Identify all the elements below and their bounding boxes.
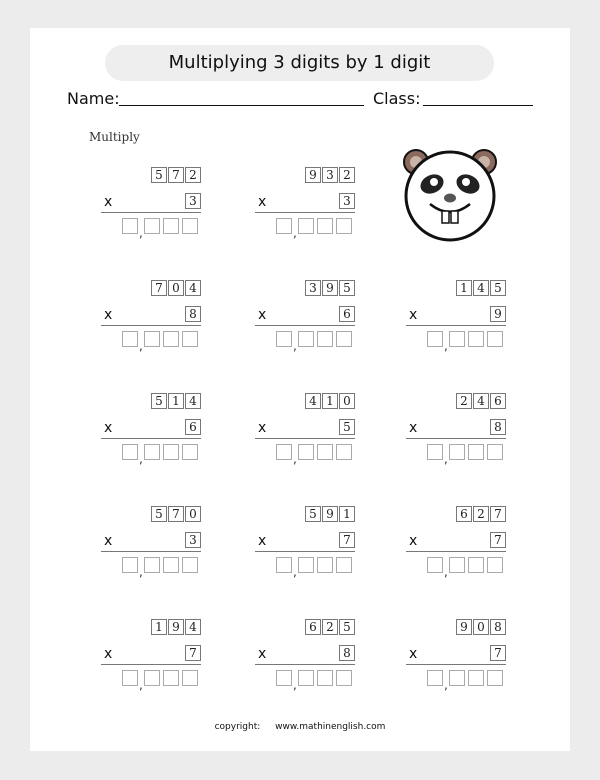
multiplicand-digit: 4	[185, 393, 201, 409]
thousands-separator: ,	[139, 452, 143, 466]
multiplier-digit: 3	[339, 193, 355, 209]
multiply-sign: x	[104, 194, 113, 210]
answer-box[interactable]	[276, 670, 292, 686]
problem-11	[396, 506, 506, 586]
multiplier-digit: 7	[490, 532, 506, 548]
multiplicand-digit: 0	[168, 280, 184, 296]
answer-box[interactable]	[276, 331, 292, 347]
multiplicand-digit: 1	[339, 506, 355, 522]
multiplicand-digit: 9	[456, 619, 472, 635]
answer-boxes	[427, 444, 506, 466]
multiplicand	[151, 393, 201, 409]
answer-boxes	[122, 444, 201, 466]
multiplier-digit: 8	[339, 645, 355, 661]
thousands-separator: ,	[139, 226, 143, 240]
answer-box[interactable]	[276, 444, 292, 460]
answer-rule	[101, 551, 201, 552]
footer-label: copyright:	[214, 722, 261, 732]
footer-url: www.mathinenglish.com	[275, 722, 386, 732]
multiplicand-digit: 5	[305, 506, 321, 522]
problem-1	[91, 167, 201, 247]
multiplicand-digit: 0	[473, 619, 489, 635]
multiplicand	[456, 506, 506, 522]
problem-6	[91, 393, 201, 473]
thousands-separator: ,	[293, 226, 297, 240]
answer-box[interactable]	[144, 331, 160, 347]
answer-box[interactable]	[487, 557, 503, 573]
multiplier-digit: 8	[185, 306, 201, 322]
answer-box[interactable]	[468, 557, 484, 573]
answer-box[interactable]	[144, 218, 160, 234]
multiply-sign: x	[409, 646, 418, 662]
panda-face-icon	[402, 146, 498, 242]
multiplicand	[305, 506, 355, 522]
answer-rule	[406, 325, 506, 326]
answer-boxes	[122, 331, 201, 353]
answer-box[interactable]	[298, 444, 314, 460]
multiplicand-digit: 9	[322, 280, 338, 296]
answer-box[interactable]	[144, 444, 160, 460]
multiply-sign: x	[104, 420, 113, 436]
problem-14	[396, 619, 506, 699]
thousands-separator: ,	[444, 678, 448, 692]
answer-rule	[101, 325, 201, 326]
answer-box[interactable]	[182, 331, 198, 347]
problem-2	[245, 167, 355, 247]
multiplicand	[456, 619, 506, 635]
answer-rule	[406, 438, 506, 439]
multiplicand-digit: 2	[185, 167, 201, 183]
thousands-separator: ,	[444, 339, 448, 353]
answer-box[interactable]	[163, 331, 179, 347]
multiplicand-digit: 5	[339, 619, 355, 635]
answer-box[interactable]	[144, 670, 160, 686]
thousands-separator: ,	[139, 339, 143, 353]
answer-box[interactable]	[122, 218, 138, 234]
answer-box[interactable]	[317, 218, 333, 234]
answer-box[interactable]	[427, 670, 443, 686]
answer-rule	[255, 664, 355, 665]
answer-boxes	[122, 670, 201, 692]
answer-box[interactable]	[336, 444, 352, 460]
multiplicand-digit: 5	[151, 506, 167, 522]
answer-box[interactable]	[336, 670, 352, 686]
multiplicand	[151, 280, 201, 296]
multiplier-digit: 7	[185, 645, 201, 661]
multiply-sign: x	[409, 420, 418, 436]
multiply-sign: x	[409, 307, 418, 323]
multiply-sign: x	[104, 533, 113, 549]
multiplicand-digit: 9	[305, 167, 321, 183]
problem-13	[245, 619, 355, 699]
multiplicand-digit: 1	[168, 393, 184, 409]
multiplicand	[151, 619, 201, 635]
answer-box[interactable]	[163, 444, 179, 460]
multiplicand-digit: 6	[490, 393, 506, 409]
multiplicand-digit: 5	[339, 280, 355, 296]
multiplicand-digit: 2	[322, 619, 338, 635]
multiplicand-digit: 2	[473, 506, 489, 522]
answer-box[interactable]	[468, 444, 484, 460]
answer-boxes	[427, 331, 506, 353]
answer-boxes	[427, 557, 506, 579]
answer-box[interactable]	[276, 218, 292, 234]
answer-rule	[255, 325, 355, 326]
multiplicand-digit: 7	[168, 167, 184, 183]
answer-rule	[255, 438, 355, 439]
multiplicand-digit: 5	[151, 393, 167, 409]
thousands-separator: ,	[444, 565, 448, 579]
answer-rule	[101, 212, 201, 213]
name-field[interactable]	[119, 105, 364, 106]
multiplicand-digit: 5	[151, 167, 167, 183]
answer-rule	[101, 438, 201, 439]
answer-box[interactable]	[163, 670, 179, 686]
answer-box[interactable]	[317, 557, 333, 573]
multiplicand-digit: 7	[490, 506, 506, 522]
multiplicand	[151, 167, 201, 183]
answer-box[interactable]	[276, 557, 292, 573]
answer-box[interactable]	[427, 444, 443, 460]
multiplicand-digit: 4	[473, 280, 489, 296]
multiplicand-digit: 0	[185, 506, 201, 522]
multiplier-digit: 7	[339, 532, 355, 548]
multiply-sign: x	[258, 420, 267, 436]
page-title: Multiplying 3 digits by 1 digit	[105, 45, 494, 81]
class-field[interactable]	[423, 105, 533, 106]
multiplicand-digit: 4	[185, 280, 201, 296]
answer-box[interactable]	[487, 670, 503, 686]
multiply-sign: x	[258, 646, 267, 662]
multiplicand	[305, 280, 355, 296]
answer-box[interactable]	[449, 444, 465, 460]
answer-box[interactable]	[449, 670, 465, 686]
answer-box[interactable]	[122, 670, 138, 686]
multiplier-digit: 9	[490, 306, 506, 322]
answer-boxes	[276, 670, 355, 692]
answer-boxes	[276, 218, 355, 240]
multiplicand-digit: 1	[456, 280, 472, 296]
multiplicand-digit: 7	[151, 280, 167, 296]
thousands-separator: ,	[293, 452, 297, 466]
multiplier-digit: 3	[185, 193, 201, 209]
multiplicand-digit: 1	[151, 619, 167, 635]
multiplicand-digit: 3	[322, 167, 338, 183]
multiply-sign: x	[258, 307, 267, 323]
problem-8	[396, 393, 506, 473]
multiplier-digit: 7	[490, 645, 506, 661]
answer-boxes	[122, 557, 201, 579]
multiplicand-digit: 9	[168, 619, 184, 635]
multiplicand	[456, 393, 506, 409]
thousands-separator: ,	[139, 565, 143, 579]
multiplicand	[151, 506, 201, 522]
multiplicand-digit: 6	[456, 506, 472, 522]
answer-box[interactable]	[487, 331, 503, 347]
answer-box[interactable]	[122, 444, 138, 460]
answer-box[interactable]	[317, 670, 333, 686]
answer-box[interactable]	[298, 670, 314, 686]
problem-12	[91, 619, 201, 699]
answer-box[interactable]	[427, 557, 443, 573]
problem-5	[396, 280, 506, 360]
multiplier-digit: 6	[339, 306, 355, 322]
answer-box[interactable]	[182, 218, 198, 234]
multiply-sign: x	[409, 533, 418, 549]
multiplicand-digit: 4	[185, 619, 201, 635]
multiplicand	[305, 167, 355, 183]
thousands-separator: ,	[293, 565, 297, 579]
multiply-sign: x	[258, 533, 267, 549]
thousands-separator: ,	[293, 339, 297, 353]
answer-box[interactable]	[298, 218, 314, 234]
answer-rule	[406, 664, 506, 665]
multiplier-digit: 5	[339, 419, 355, 435]
multiplicand-digit: 8	[490, 619, 506, 635]
multiply-sign: x	[104, 307, 113, 323]
answer-boxes	[276, 557, 355, 579]
multiply-sign: x	[258, 194, 267, 210]
answer-box[interactable]	[468, 331, 484, 347]
answer-rule	[406, 551, 506, 552]
answer-rule	[101, 664, 201, 665]
multiplicand-digit: 3	[305, 280, 321, 296]
thousands-separator: ,	[293, 678, 297, 692]
multiplier-digit: 6	[185, 419, 201, 435]
answer-box[interactable]	[182, 557, 198, 573]
answer-box[interactable]	[144, 557, 160, 573]
instruction-text: Multiply	[89, 130, 140, 144]
class-label: Class:	[373, 89, 421, 108]
multiplicand-digit: 4	[305, 393, 321, 409]
multiplicand	[305, 619, 355, 635]
answer-box[interactable]	[182, 444, 198, 460]
multiplicand-digit: 6	[305, 619, 321, 635]
answer-box[interactable]	[449, 557, 465, 573]
answer-boxes	[122, 218, 201, 240]
answer-rule	[255, 212, 355, 213]
answer-box[interactable]	[122, 331, 138, 347]
multiplicand-digit: 0	[339, 393, 355, 409]
answer-box[interactable]	[427, 331, 443, 347]
thousands-separator: ,	[444, 452, 448, 466]
thousands-separator: ,	[139, 678, 143, 692]
answer-box[interactable]	[163, 557, 179, 573]
answer-boxes	[276, 331, 355, 353]
answer-rule	[255, 551, 355, 552]
answer-boxes	[276, 444, 355, 466]
answer-box[interactable]	[122, 557, 138, 573]
multiplicand-digit: 5	[490, 280, 506, 296]
answer-box[interactable]	[163, 218, 179, 234]
answer-box[interactable]	[317, 444, 333, 460]
multiply-sign: x	[104, 646, 113, 662]
multiplicand-digit: 2	[339, 167, 355, 183]
answer-box[interactable]	[182, 670, 198, 686]
answer-box[interactable]	[468, 670, 484, 686]
problem-7	[245, 393, 355, 473]
answer-box[interactable]	[298, 331, 314, 347]
problem-4	[245, 280, 355, 360]
worksheet-page	[30, 28, 570, 751]
answer-box[interactable]	[336, 218, 352, 234]
problem-10	[245, 506, 355, 586]
answer-box[interactable]	[336, 331, 352, 347]
problem-9	[91, 506, 201, 586]
answer-box[interactable]	[449, 331, 465, 347]
problem-3	[91, 280, 201, 360]
answer-boxes	[427, 670, 506, 692]
answer-box[interactable]	[298, 557, 314, 573]
answer-box[interactable]	[317, 331, 333, 347]
answer-box[interactable]	[487, 444, 503, 460]
footer	[30, 722, 570, 732]
multiplicand-digit: 2	[456, 393, 472, 409]
multiplier-digit: 8	[490, 419, 506, 435]
answer-box[interactable]	[336, 557, 352, 573]
multiplicand-digit: 4	[473, 393, 489, 409]
multiplicand-digit: 9	[322, 506, 338, 522]
multiplier-digit: 3	[185, 532, 201, 548]
multiplicand-digit: 1	[322, 393, 338, 409]
multiplicand-digit: 7	[168, 506, 184, 522]
multiplicand	[305, 393, 355, 409]
multiplicand	[456, 280, 506, 296]
name-label: Name:	[67, 89, 120, 108]
